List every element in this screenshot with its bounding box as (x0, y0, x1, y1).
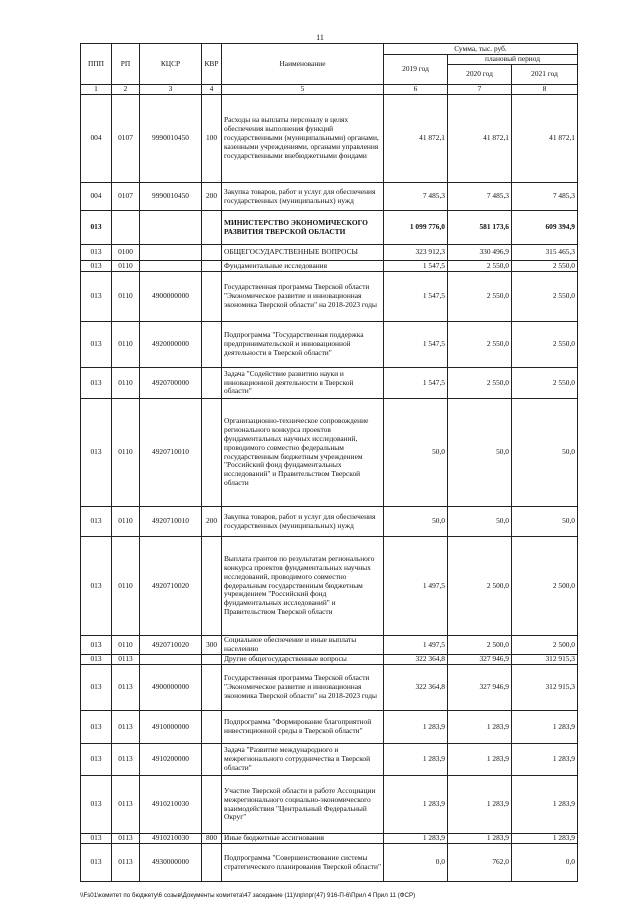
table-row (81, 95, 578, 183)
cell-kvr (202, 211, 222, 245)
cell-kvr (202, 272, 222, 322)
table-row (81, 211, 578, 245)
cell-2019: 1 283,9 (384, 744, 448, 776)
table-row (81, 834, 578, 844)
cell-name: Социальное обеспечение и иные выплаты населению (222, 636, 384, 655)
cell-2021: 7 485,3 (512, 183, 578, 211)
cell-name: Иные бюджетные ассигнования (222, 834, 384, 844)
cell-kcsr: 9990010450 (140, 183, 202, 211)
cell-rp: 0107 (112, 95, 140, 183)
cell-rp (112, 211, 140, 245)
cell-2020: 2 500,0 (448, 537, 512, 636)
cell-kvr: 300 (202, 636, 222, 655)
cell-rp: 0113 (112, 711, 140, 744)
cell-kvr: 200 (202, 507, 222, 537)
cell-2021: 1 283,9 (512, 711, 578, 744)
cell-2019: 322 364,8 (384, 655, 448, 665)
cell-kvr (202, 537, 222, 636)
cell-ppp: 013 (81, 711, 112, 744)
cell-2021: 2 500,0 (512, 537, 578, 636)
cell-rp: 0113 (112, 834, 140, 844)
cell-kvr (202, 399, 222, 507)
cell-2021: 50,0 (512, 399, 578, 507)
col-number: 2 (112, 85, 140, 95)
cell-2019: 50,0 (384, 507, 448, 537)
cell-rp: 0110 (112, 636, 140, 655)
cell-2019: 1 547,5 (384, 322, 448, 368)
cell-ppp: 013 (81, 655, 112, 665)
cell-kcsr (140, 245, 202, 261)
col-rp-header: РП (112, 44, 140, 85)
cell-rp: 0110 (112, 272, 140, 322)
cell-rp: 0113 (112, 665, 140, 711)
cell-rp: 0110 (112, 322, 140, 368)
cell-rp: 0113 (112, 655, 140, 665)
cell-rp: 0113 (112, 776, 140, 834)
cell-kcsr: 4920710020 (140, 537, 202, 636)
cell-2021: 2 550,0 (512, 261, 578, 272)
col-number: 7 (448, 85, 512, 95)
table-row (81, 844, 578, 882)
cell-kvr: 100 (202, 95, 222, 183)
cell-name: Государственная программа Тверской области "Экономическое развитие и инновационная экономика Тверской области" на 2018-2023 годы (222, 665, 384, 711)
cell-rp: 0113 (112, 744, 140, 776)
cell-name: Закупка товаров, работ и услуг для обеспечения государственных (муниципальных) нужд (222, 183, 384, 211)
cell-kcsr: 4900000000 (140, 665, 202, 711)
cell-kvr (202, 744, 222, 776)
table-row (81, 537, 578, 636)
cell-2020: 1 283,9 (448, 834, 512, 844)
cell-2019: 1 283,9 (384, 834, 448, 844)
cell-2020: 50,0 (448, 399, 512, 507)
table-row (81, 711, 578, 744)
cell-2019: 323 912,3 (384, 245, 448, 261)
cell-2020: 1 283,9 (448, 711, 512, 744)
cell-ppp: 013 (81, 211, 112, 245)
table-row (81, 399, 578, 507)
cell-kcsr: 4920700000 (140, 368, 202, 399)
cell-name: Фундаментальные исследования (222, 261, 384, 272)
cell-2021: 1 283,9 (512, 776, 578, 834)
cell-name: Подпрограмма "Формирование благоприятной инвестиционной среды в Тверской области" (222, 711, 384, 744)
table-row (81, 507, 578, 537)
cell-2019: 7 485,3 (384, 183, 448, 211)
cell-2020: 2 500,0 (448, 636, 512, 655)
cell-2020: 2 550,0 (448, 322, 512, 368)
cell-2019: 0,0 (384, 844, 448, 882)
cell-2021: 50,0 (512, 507, 578, 537)
table-row (81, 665, 578, 711)
cell-2021: 312 915,3 (512, 655, 578, 665)
cell-rp: 0110 (112, 368, 140, 399)
cell-name: Участие Тверской области в работе Ассоциации межрегионального социально-экономического взаимодействия "Центральный Федеральный Округ" (222, 776, 384, 834)
cell-rp: 0110 (112, 537, 140, 636)
cell-kcsr: 4910210030 (140, 776, 202, 834)
cell-kvr (202, 261, 222, 272)
table-row (81, 261, 578, 272)
cell-rp: 0113 (112, 844, 140, 882)
table-row (81, 744, 578, 776)
cell-2021: 1 283,9 (512, 744, 578, 776)
plan-period-header: плановый период (448, 55, 578, 65)
cell-ppp: 004 (81, 95, 112, 183)
cell-rp: 0110 (112, 507, 140, 537)
cell-2019: 1 547,5 (384, 368, 448, 399)
cell-ppp: 013 (81, 776, 112, 834)
cell-2019: 1 283,9 (384, 776, 448, 834)
col-ppp-header: ППП (81, 44, 112, 85)
cell-2020: 327 946,9 (448, 665, 512, 711)
cell-kcsr: 4910210030 (140, 834, 202, 844)
cell-2020: 50,0 (448, 507, 512, 537)
year-2019-header: 2019 год (384, 55, 448, 85)
table-row (81, 322, 578, 368)
cell-kvr (202, 776, 222, 834)
cell-rp: 0110 (112, 399, 140, 507)
cell-ppp: 013 (81, 537, 112, 636)
cell-name: ОБЩЕГОСУДАРСТВЕННЫЕ ВОПРОСЫ (222, 245, 384, 261)
cell-2021: 2 550,0 (512, 322, 578, 368)
cell-name: Закупка товаров, работ и услуг для обеспечения государственных (муниципальных) нужд (222, 507, 384, 537)
table-row (81, 636, 578, 655)
cell-2019: 322 364,8 (384, 665, 448, 711)
cell-name: Расходы на выплаты персоналу в целях обеспечения выполнения функций государственными (муниципальными) органами, казенными учреждениями, органами управления государственными внебюджетными фондами (222, 95, 384, 183)
cell-name: Государственная программа Тверской области "Экономическое развитие и инновационная экономика Тверской области" на 2018-2023 годы (222, 272, 384, 322)
cell-kvr (202, 245, 222, 261)
col-number: 8 (512, 85, 578, 95)
page-number: 11 (316, 33, 324, 42)
cell-2020: 2 550,0 (448, 272, 512, 322)
cell-kcsr: 4900000000 (140, 272, 202, 322)
budget-table (80, 43, 578, 882)
table-row (81, 272, 578, 322)
cell-ppp: 013 (81, 245, 112, 261)
cell-name: Выплата грантов по результатам регионального конкурса проектов фундаментальных научных исследований, проводимого совместно федеральным государственным бюджетным учреждением "Российский фонд фундаментальных исследований" и Правительством Тверской области (222, 537, 384, 636)
cell-kvr (202, 322, 222, 368)
cell-2021: 312 915,3 (512, 665, 578, 711)
cell-kcsr: 4930000000 (140, 844, 202, 882)
column-number-row (81, 85, 578, 95)
year-2021-header: 2021 год (512, 65, 578, 85)
cell-name: Задача "Содействие развитию науки и инновационной деятельности в Тверской области" (222, 368, 384, 399)
col-number: 6 (384, 85, 448, 95)
cell-2021: 2 500,0 (512, 636, 578, 655)
cell-ppp: 013 (81, 665, 112, 711)
cell-kcsr: 9990010450 (140, 95, 202, 183)
col-number: 4 (202, 85, 222, 95)
cell-rp: 0110 (112, 261, 140, 272)
col-kcsr-header: КЦСР (140, 44, 202, 85)
cell-kcsr: 4920710010 (140, 507, 202, 537)
cell-kcsr: 4920710010 (140, 399, 202, 507)
cell-name: МИНИСТЕРСТВО ЭКОНОМИЧЕСКОГО РАЗВИТИЯ ТВЕРСКОЙ ОБЛАСТИ (222, 211, 384, 245)
table-row (81, 776, 578, 834)
cell-ppp: 013 (81, 272, 112, 322)
cell-2020: 2 550,0 (448, 368, 512, 399)
cell-ppp: 013 (81, 322, 112, 368)
cell-kcsr (140, 211, 202, 245)
col-number: 5 (222, 85, 384, 95)
col-number: 1 (81, 85, 112, 95)
cell-ppp: 013 (81, 399, 112, 507)
cell-kcsr: 4910200000 (140, 744, 202, 776)
cell-name: Задача "Развитие международного и межрегионального сотрудничества в Тверской области" (222, 744, 384, 776)
cell-kcsr (140, 261, 202, 272)
year-2020-header: 2020 год (448, 65, 512, 85)
cell-2020: 330 496,9 (448, 245, 512, 261)
cell-kcsr (140, 655, 202, 665)
cell-kvr: 800 (202, 834, 222, 844)
cell-2020: 762,0 (448, 844, 512, 882)
table-row (81, 368, 578, 399)
cell-2021: 41 872,1 (512, 95, 578, 183)
table-body (81, 95, 578, 882)
cell-2021: 1 283,9 (512, 834, 578, 844)
cell-ppp: 013 (81, 844, 112, 882)
cell-name: Подпрограмма "Совершенствование системы стратегического планирования Тверской области" (222, 844, 384, 882)
table-row (81, 183, 578, 211)
cell-2019: 1 099 776,0 (384, 211, 448, 245)
footer-file-path: \\Fs01\комитет по бюджету\6 созыв\Документы комитета\47 заседание (11)\пр\прг(47) 916-П-6\Прил 4 Прил 11 (ФСР) (80, 892, 416, 899)
cell-2019: 1 497,5 (384, 537, 448, 636)
cell-ppp: 013 (81, 507, 112, 537)
cell-ppp: 013 (81, 261, 112, 272)
col-number: 3 (140, 85, 202, 95)
cell-2019: 50,0 (384, 399, 448, 507)
cell-kvr (202, 844, 222, 882)
cell-2020: 2 550,0 (448, 261, 512, 272)
table-header (81, 44, 578, 95)
cell-2019: 1 547,5 (384, 261, 448, 272)
cell-kcsr: 4920710020 (140, 636, 202, 655)
cell-2021: 609 394,9 (512, 211, 578, 245)
cell-name: Подпрограмма "Государственная поддержка предпринимательской и инновационной деятельности в Тверской области" (222, 322, 384, 368)
table-row (81, 245, 578, 261)
cell-2019: 1 497,5 (384, 636, 448, 655)
sum-header: Сумма, тыс. руб. (384, 44, 578, 55)
cell-kcsr: 4910000000 (140, 711, 202, 744)
cell-kvr (202, 655, 222, 665)
cell-2020: 1 283,9 (448, 744, 512, 776)
cell-2019: 1 283,9 (384, 711, 448, 744)
cell-2019: 1 547,5 (384, 272, 448, 322)
cell-name: Организационно-техническое сопровождение регионального конкурса проектов фундаментальных научных исследований, проводимого совместно федеральным государственным бюджетным учреждением "Российский фонд фундаментальных исследований" и Правительством Тверской области (222, 399, 384, 507)
cell-2020: 41 872,1 (448, 95, 512, 183)
cell-2020: 327 946,9 (448, 655, 512, 665)
cell-2021: 315 465,3 (512, 245, 578, 261)
cell-2021: 0,0 (512, 844, 578, 882)
table-row (81, 655, 578, 665)
cell-2020: 7 485,3 (448, 183, 512, 211)
col-name-header: Наименование (222, 44, 384, 85)
cell-kvr (202, 711, 222, 744)
cell-ppp: 013 (81, 744, 112, 776)
cell-ppp: 013 (81, 368, 112, 399)
cell-2021: 2 550,0 (512, 368, 578, 399)
cell-ppp: 013 (81, 834, 112, 844)
cell-kvr: 200 (202, 183, 222, 211)
cell-kvr (202, 665, 222, 711)
cell-name: Другие общегосударственные вопросы (222, 655, 384, 665)
cell-rp: 0107 (112, 183, 140, 211)
cell-2020: 1 283,9 (448, 776, 512, 834)
cell-rp: 0100 (112, 245, 140, 261)
cell-2019: 41 872,1 (384, 95, 448, 183)
cell-2021: 2 550,0 (512, 272, 578, 322)
cell-2020: 581 173,6 (448, 211, 512, 245)
cell-kcsr: 4920000000 (140, 322, 202, 368)
col-kvr-header: КВР (202, 44, 222, 85)
cell-ppp: 013 (81, 636, 112, 655)
cell-ppp: 004 (81, 183, 112, 211)
cell-kvr (202, 368, 222, 399)
